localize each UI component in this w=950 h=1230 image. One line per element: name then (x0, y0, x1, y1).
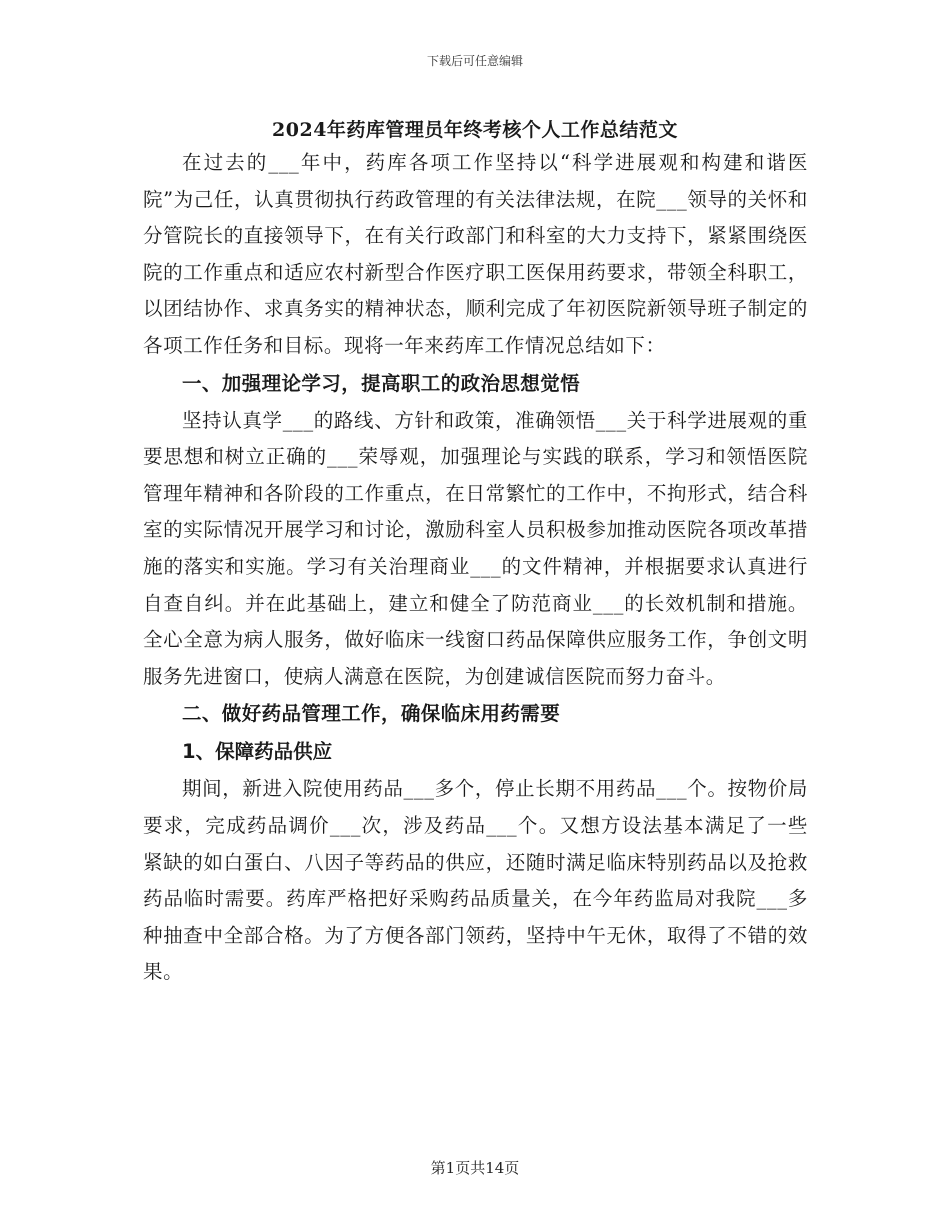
intro-paragraph: 在过去的___年中，药库各项工作坚持以“科学进展观和构建和谐医院”为己任，认真贯彻执行药政管理的有关法律法规，在院___领导的关怀和分管院长的直接领导下，在有关行政部门和科室的大力支持下，紧紧围绕医院的工作重点和适应农村新型合作医疗职工医保用药要求，带领全科职工，以团结协作、求真务实的精神状态，顺利完成了年初医院新领导班子制定的各项工作任务和目标。现将一年来药库工作情况总结如下： (143, 151, 808, 357)
document-body (143, 145, 808, 991)
section-1-paragraph: 坚持认真学___的路线、方针和政策，准确领悟___关于科学进展观的重要思想和树立正确的___荣辱观，加强理论与实践的联系，学习和领悟医院管理年精神和各阶段的工作重点，在日常繁忙的工作中，不拘形式，结合科室的实际情况开展学习和讨论，激励科室人员积极参加推动医院各项改革措施的落实和实施。学习有关治理商业___的文件精神，并根据要求认真进行自查自纠。并在此基础上，建立和健全了防范商业___的长效机制和措施。全心全意为病人服务，做好临床一线窗口药品保障供应服务工作，争创文明服务先进窗口，使病人满意在医院，为创建诚信医院而努力奋斗。 (143, 408, 808, 688)
section-2-1-paragraph: 期间，新进入院使用药品___多个，停止长期不用药品___个。按物价局要求，完成药品调价___次，涉及药品___个。又想方设法基本满足了一些紧缺的如白蛋白、八因子等药品的供应，还随时满足临床特别药品以及抢救药品临时需要。药库严格把好采购药品质量关，在今年药监局对我院___多种抽查中全部合格。为了方便各部门领药，坚持中午无休，取得了不错的效果。 (143, 777, 808, 984)
document-title: 2024年药库管理员年终考核个人工作总结范文 (272, 119, 678, 141)
section-2-heading: 二、做好药品管理工作，确保临床用药需要 (182, 702, 561, 726)
page-header: 下载后可任意编辑 (426, 54, 523, 68)
page-number: 第1页共14页 (430, 1159, 520, 1177)
section-1-heading: 一、加强理论学习，提高职工的政治思想觉悟 (182, 371, 581, 395)
section-2-1-heading: 1、保障药品供应 (182, 740, 333, 764)
